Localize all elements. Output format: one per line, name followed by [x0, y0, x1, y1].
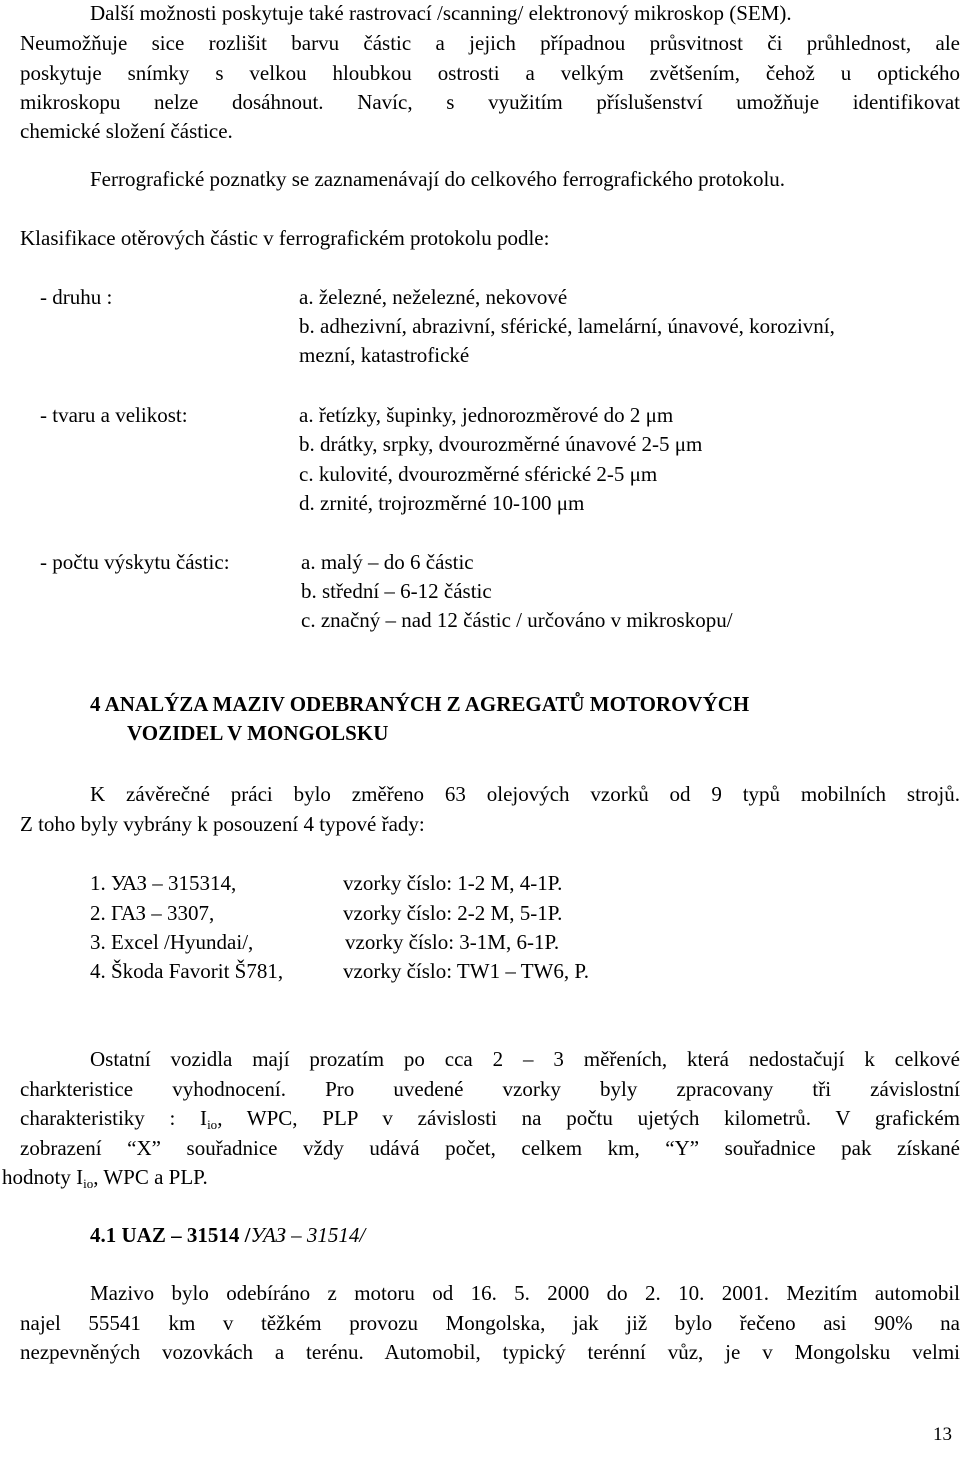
paragraph-4-line-2: charkteristice vyhodnocení. Pro uvedené vzorky byly zpracovany tři závislostní — [20, 1077, 960, 1101]
paragraph-4-line-4: zobrazení “X” souřadnice vždy udává počet, celkem km, “Y” souřadnice pak získané — [20, 1136, 960, 1160]
tvaru-item-d: d. zrnité, trojrozměrné 10-100 μm — [299, 491, 585, 515]
vehicle-4-name: 4. Škoda Favorit Š781, — [90, 959, 284, 983]
section-4-title-line-2: VOZIDEL V MONGOLSKU — [127, 721, 389, 745]
page-number: 13 — [933, 1424, 952, 1445]
paragraph-4-line-3 — [20, 1105, 960, 1131]
vehicle-3-samples: vzorky číslo: 3-1M, 6-1P. — [345, 930, 560, 954]
paragraph-4-line-5-a: hodnoty I — [2, 1165, 84, 1189]
classification-title: Klasifikace otěrových částic v ferrografickém protokolu podle: — [20, 226, 550, 250]
paragraph-4-line-3-a: charakteristiky : I — [20, 1106, 208, 1130]
section-4-1-title-italic: УАЗ – 31514/ — [250, 1223, 366, 1247]
paragraph-3-line-1: K závěrečné práci bylo změřeno 63 olejových vzorků od 9 typů mobilních strojů. — [90, 782, 960, 806]
paragraph-5-line-2: najel 55541 km v těžkém provozu Mongolska, jak již bylo řečeno asi 90% na — [20, 1311, 960, 1335]
tvaru-item-b: b. drátky, srpky, dvourozměrné únavové 2-5 μm — [299, 432, 703, 456]
paragraph-4-line-3-b: , WPC, PLP v závislosti na počtu ujetých kilometrů. V grafickém — [217, 1106, 960, 1130]
vehicle-3-name: 3. Excel /Hyundai/, — [90, 930, 254, 954]
section-4-1-title — [90, 1222, 365, 1248]
paragraph-4-line-5 — [2, 1164, 208, 1190]
paragraph-1-line-2: Neumožňuje sice rozlišit barvu částic a jejich případnou průsvitnost či průhlednost, ale — [20, 31, 960, 55]
paragraph-1-line-3: poskytuje snímky s velkou hloubkou ostrosti a velkým zvětšením, čehož u optického — [20, 61, 960, 85]
section-4-1-title-bold: 4.1 UAZ – 31514 / — [90, 1223, 251, 1247]
io-subscript: io — [207, 1117, 218, 1132]
paragraph-4-line-5-b: , WPC a PLP. — [93, 1165, 208, 1189]
tvaru-item-c: c. kulovité, dvourozměrné sférické 2-5 μm — [299, 462, 658, 486]
vehicle-2-samples: vzorky číslo: 2-2 M, 5-1P. — [343, 901, 563, 925]
paragraph-2: Ferrografické poznatky se zaznamenávají do celkového ferrografického protokolu. — [90, 167, 786, 191]
poctu-item-a: a. malý – do 6 částic — [301, 550, 474, 574]
tvaru-label: - tvaru a velikost: — [40, 403, 188, 427]
vehicle-1-name: 1. УАЗ – 315314, — [90, 871, 237, 895]
druhu-item-b-cont: mezní, katastrofické — [299, 343, 470, 367]
poctu-label: - počtu výskytu částic: — [40, 550, 230, 574]
io-subscript: io — [83, 1176, 94, 1191]
druhu-item-a: a. železné, neželezné, nekovové — [299, 285, 568, 309]
paragraph-1-line-4: mikroskopu nelze dosáhnout. Navíc, s využitím příslušenství umožňuje identifikovat — [20, 90, 960, 114]
paragraph-4-line-1: Ostatní vozidla mají prozatím po cca 2 – 3 měřeních, která nedostačují k celkové — [90, 1047, 960, 1071]
druhu-label: - druhu : — [40, 285, 113, 309]
section-4-title-line-1: 4 ANALÝZA MAZIV ODEBRANÝCH Z AGREGATŮ MOTOROVÝCH — [90, 692, 750, 716]
vehicle-2-name: 2. ГАЗ – 3307, — [90, 901, 215, 925]
poctu-item-c: c. značný – nad 12 částic / určováno v mikroskopu/ — [301, 608, 733, 632]
druhu-item-b: b. adhezivní, abrazivní, sférické, lamelární, únavové, korozivní, — [299, 314, 835, 338]
paragraph-5-line-1: Mazivo bylo odebíráno z motoru od 16. 5. 2000 do 2. 10. 2001. Mezitím automobil — [90, 1281, 960, 1305]
poctu-item-b: b. střední – 6-12 částic — [301, 579, 492, 603]
tvaru-item-a: a. řetízky, šupinky, jednorozměrové do 2 μm — [299, 403, 674, 427]
paragraph-1-line-1: Další možnosti poskytuje také rastrovací /scanning/ elektronový mikroskop (SEM). — [90, 1, 792, 25]
paragraph-1-line-5: chemické složení částice. — [20, 119, 233, 143]
paragraph-5-line-3: nezpevněných vozovkách a terénu. Automobil, typický terénní vůz, je v Mongolsku velmi — [20, 1340, 960, 1364]
vehicle-1-samples: vzorky číslo: 1-2 M, 4-1P. — [343, 871, 563, 895]
vehicle-4-samples: vzorky číslo: TW1 – TW6, P. — [343, 959, 589, 983]
paragraph-3-line-2: Z toho byly vybrány k posouzení 4 typové řady: — [20, 812, 425, 836]
